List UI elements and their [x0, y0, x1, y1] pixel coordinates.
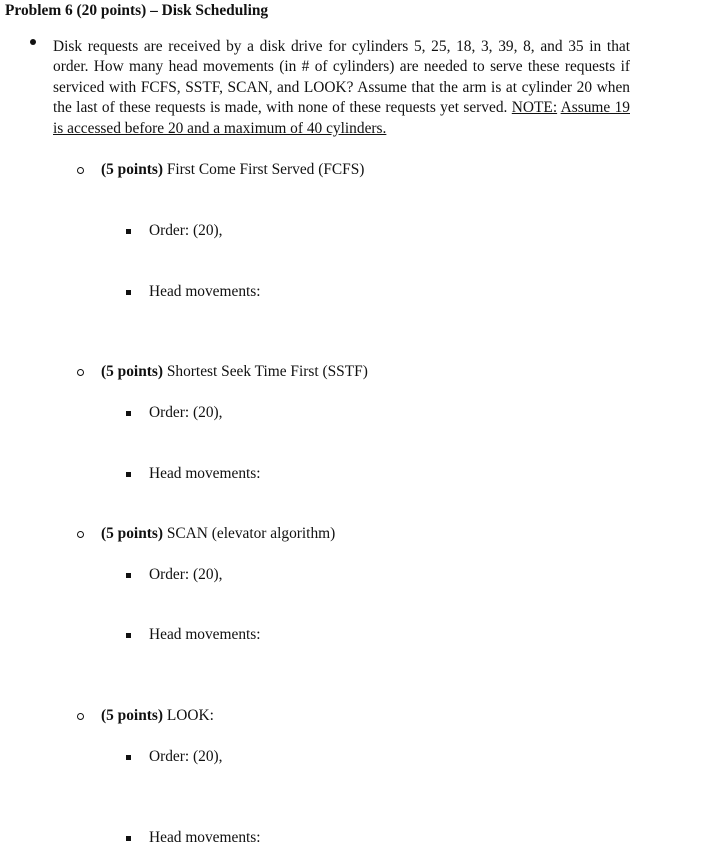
section-name: LOOK:: [163, 707, 214, 724]
square-bullet: [126, 755, 131, 760]
section-heading-scan: [101, 525, 335, 543]
square-bullet: [126, 633, 131, 638]
look-order-label: Order: (20),: [149, 748, 223, 765]
look-movements-label: Head movements:: [149, 829, 261, 846]
problem-description: [53, 37, 630, 139]
section-points: (5 points): [101, 363, 163, 380]
section-heading-fcfs: [101, 161, 364, 179]
sub-bullet-circle: [77, 369, 84, 376]
square-bullet: [126, 290, 131, 295]
section-name: First Come First Served (FCFS): [163, 161, 365, 178]
scan-order-label: Order: (20),: [149, 566, 223, 583]
square-bullet: [126, 229, 131, 234]
section-heading-look: [101, 707, 214, 725]
square-bullet: [126, 573, 131, 578]
fcfs-order-label: Order: (20),: [149, 222, 223, 239]
fcfs-movements-label: Head movements:: [149, 283, 261, 300]
square-bullet: [126, 472, 131, 477]
scan-movements-label: Head movements:: [149, 626, 261, 643]
section-name: SCAN (elevator algorithm): [163, 525, 336, 542]
note-text: Assume 19 is accessed before 20 and a maximum of 40 cylinders.: [53, 99, 630, 137]
sstf-order-label: Order: (20),: [149, 404, 223, 421]
sub-bullet-circle: [77, 167, 84, 174]
square-bullet: [126, 836, 131, 841]
section-points: (5 points): [101, 525, 163, 542]
description-text: Disk requests are received by a disk drive for cylinders 5, 25, 18, 3, 39, 8, and 35 in that order. How many head movements (in # of cylinders) are needed to serve these requests if serviced with FCFS, SSTF, SCAN, and LOOK? Assume that the arm is at cylinder 20 when the last of these requests is made, with none of these requests yet served.: [53, 38, 630, 117]
section-points: (5 points): [101, 161, 163, 178]
section-points: (5 points): [101, 707, 163, 724]
sub-bullet-circle: [77, 531, 84, 538]
section-name: Shortest Seek Time First (SSTF): [163, 363, 368, 380]
note-label: NOTE:: [511, 99, 558, 117]
square-bullet: [126, 411, 131, 416]
section-heading-sstf: [101, 363, 368, 381]
problem-title: Problem 6 (20 points) – Disk Scheduling: [5, 2, 269, 19]
sub-bullet-circle: [77, 713, 84, 720]
sstf-movements-label: Head movements:: [149, 465, 261, 482]
bullet-dot: [30, 39, 36, 45]
